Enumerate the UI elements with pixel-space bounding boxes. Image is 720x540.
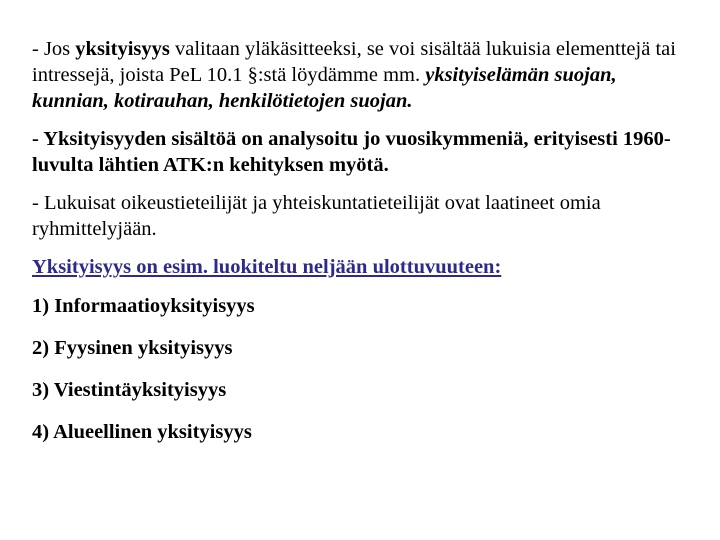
paragraph-classification[interactable] — [32, 254, 692, 280]
dimension-item-4: 4) Alueellinen yksityisyys — [32, 421, 252, 443]
slide-content — [32, 36, 692, 461]
paragraph-researchers: - Lukuisat oikeustieteilijät ja yhteiskuntatieteilijät ovat laatineet omia ryhmittelyjään. — [32, 192, 601, 240]
dimension-item-3: 3) Viestintäyksityisyys — [32, 379, 227, 401]
paragraph-history: - Yksityisyyden sisältöä on analysoitu jo vuosikymmeniä, erityisesti 1960-luvulta lähtien ATK:n kehityksen myötä. — [32, 128, 671, 176]
dimension-item-2: 2) Fyysinen yksityisyys — [32, 337, 233, 359]
intro-italic-list: yksityiselämän suojan, kunnian, kotirauhan, henkilötietojen suojan. — [32, 64, 617, 112]
intro-prefix: - Jos — [32, 38, 76, 60]
intro-bold-term: yksityisyys — [75, 38, 170, 60]
paragraph-intro — [32, 36, 692, 114]
dimension-item-1: 1) Informaatioyksityisyys — [32, 295, 255, 317]
classification-link[interactable]: Yksityisyys on esim. luokiteltu neljään ulottuvuuteen: — [32, 256, 502, 278]
intro-middle: valitaan yläkäsitteeksi, se voi sisältää lukuisia elementtejä tai intressejä, joista PeL 10.1 §:stä löydämme mm. — [32, 38, 676, 86]
